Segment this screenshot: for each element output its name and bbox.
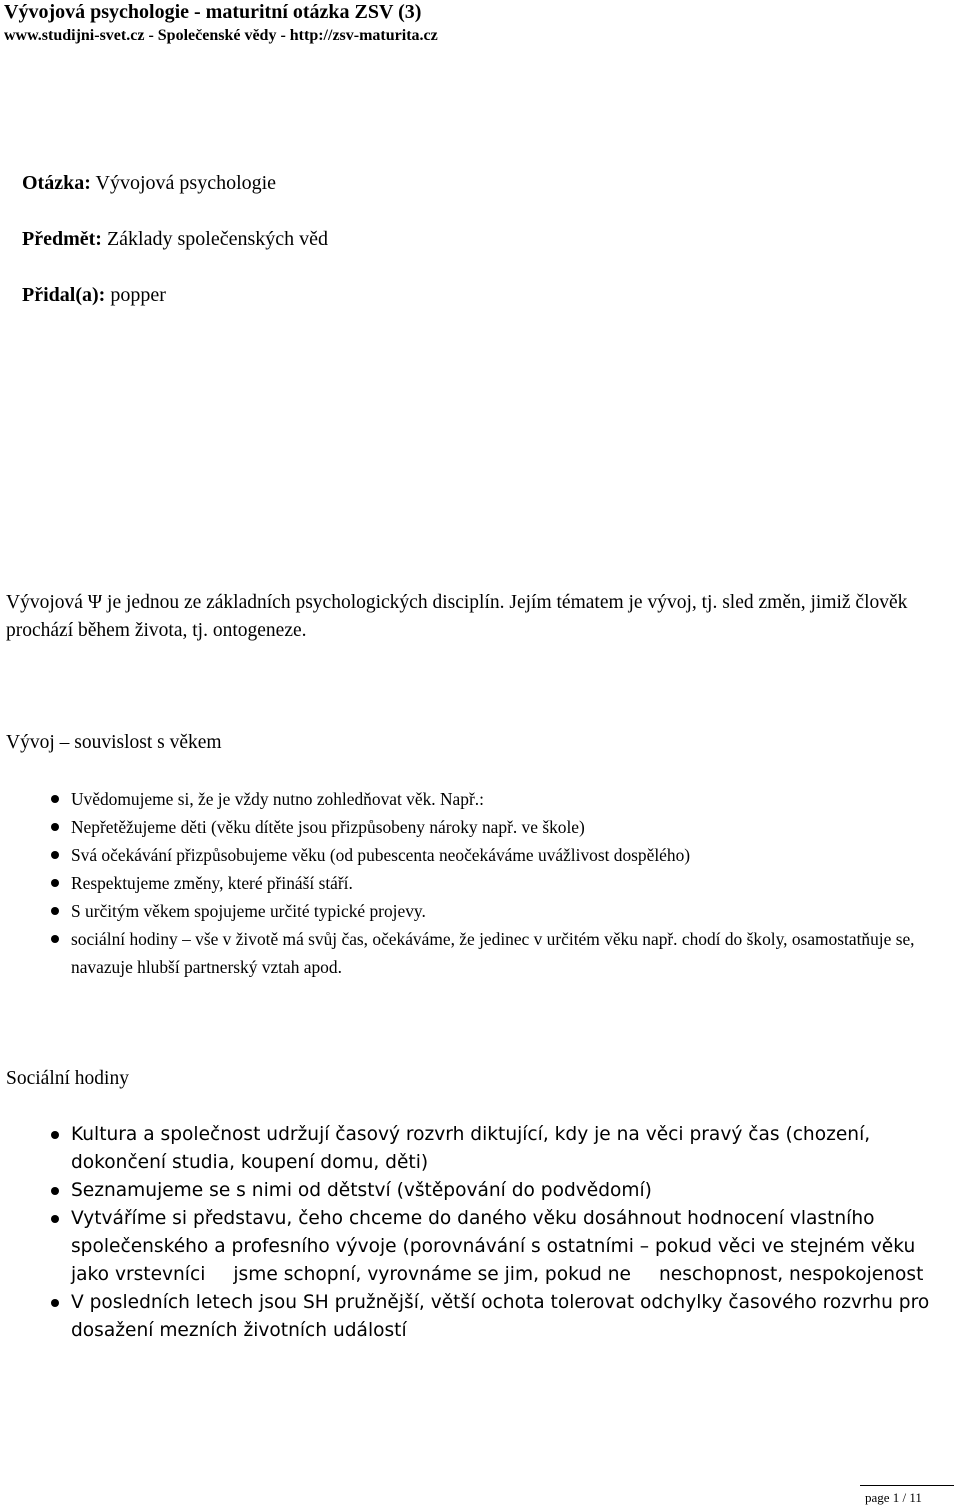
section-heading-vyvoj: Vývoj – souvislost s věkem	[6, 732, 222, 753]
list-item: Respektujeme změny, které přináší stáří.	[0, 869, 960, 897]
list-item: Svá očekávání přizpůsobujeme věku (od pubescenta neočekáváme uvážlivost dospělého)	[0, 841, 960, 869]
age-list	[0, 785, 960, 981]
list-item: Seznamujeme se s nimi od dětství (vštěpování do podvědomí)	[0, 1177, 960, 1205]
meta-subject-label: Předmět:	[22, 228, 102, 250]
document-header-title: Vývojová psychologie - maturitní otázka ZSV (3)	[4, 1, 422, 23]
intro-paragraph: Vývojová Ψ je jednou ze základních psychologických disciplín. Jejím tématem je vývoj, tj. sled změn, jimiž člověk prochází během života, tj. ontogeneze.	[6, 592, 908, 641]
list-item: S určitým věkem spojujeme určité typické projevy.	[0, 897, 960, 925]
bullet-icon	[51, 851, 59, 859]
section-heading-socialni-hodiny: Sociální hodiny	[6, 1068, 129, 1089]
bullet-icon	[51, 823, 59, 831]
bullet-icon	[51, 1187, 59, 1195]
meta-question-label: Otázka:	[22, 172, 91, 194]
meta-subject-value: Základy společenských věd	[101, 228, 328, 250]
meta-author	[22, 282, 166, 308]
social-clock-list	[0, 1121, 960, 1345]
list-item: Nepřetěžujeme děti (věku dítěte jsou přizpůsobeny nároky např. ve škole)	[0, 813, 960, 841]
page-number: page 1 / 11	[865, 1490, 922, 1505]
meta-author-label: Přidal(a):	[22, 284, 106, 306]
bullet-icon	[51, 907, 59, 915]
list-item: Uvědomujeme si, že je vždy nutno zohledňovat věk. Např.:	[0, 785, 960, 813]
meta-question	[22, 170, 276, 196]
bullet-icon	[51, 879, 59, 887]
meta-author-value: popper	[105, 284, 166, 306]
meta-subject	[22, 226, 328, 252]
list-item: Kultura a společnost udržují časový rozvrh diktující, kdy je na věci pravý čas (chození, dokončení studia, koupení domu, děti)	[0, 1121, 960, 1177]
bullet-icon	[51, 1131, 59, 1139]
bullet-icon	[51, 795, 59, 803]
list-item: sociální hodiny – vše v životě má svůj čas, očekáváme, že jedinec v určitém věku např. chodí do školy, osamostatňuje se, navazuje hlubší partnerský vztah apod.	[0, 925, 960, 981]
bullet-icon	[51, 1215, 59, 1223]
list-item: Vytváříme si představu, čeho chceme do daného věku dosáhnout hodnocení vlastního společenského a profesního vývoje (porovnávání s ostatními – pokud věci ve stejném věku jako vrstevníci jsme schopní, vyrovnáme se jim, pokud ne neschopnost, nespokojenost	[0, 1205, 960, 1289]
document-header-source: www.studijni-svet.cz - Společenské vědy - http://zsv-maturita.cz	[4, 27, 438, 44]
bullet-icon	[51, 935, 59, 943]
list-item: V posledních letech jsou SH pružnější, větší ochota tolerovat odchylky časového rozvrhu pro dosažení mezních životních událostí	[0, 1289, 960, 1345]
bullet-icon	[51, 1299, 59, 1307]
footer-divider	[860, 1485, 954, 1486]
meta-question-value: Vývojová psychologie	[90, 172, 277, 194]
